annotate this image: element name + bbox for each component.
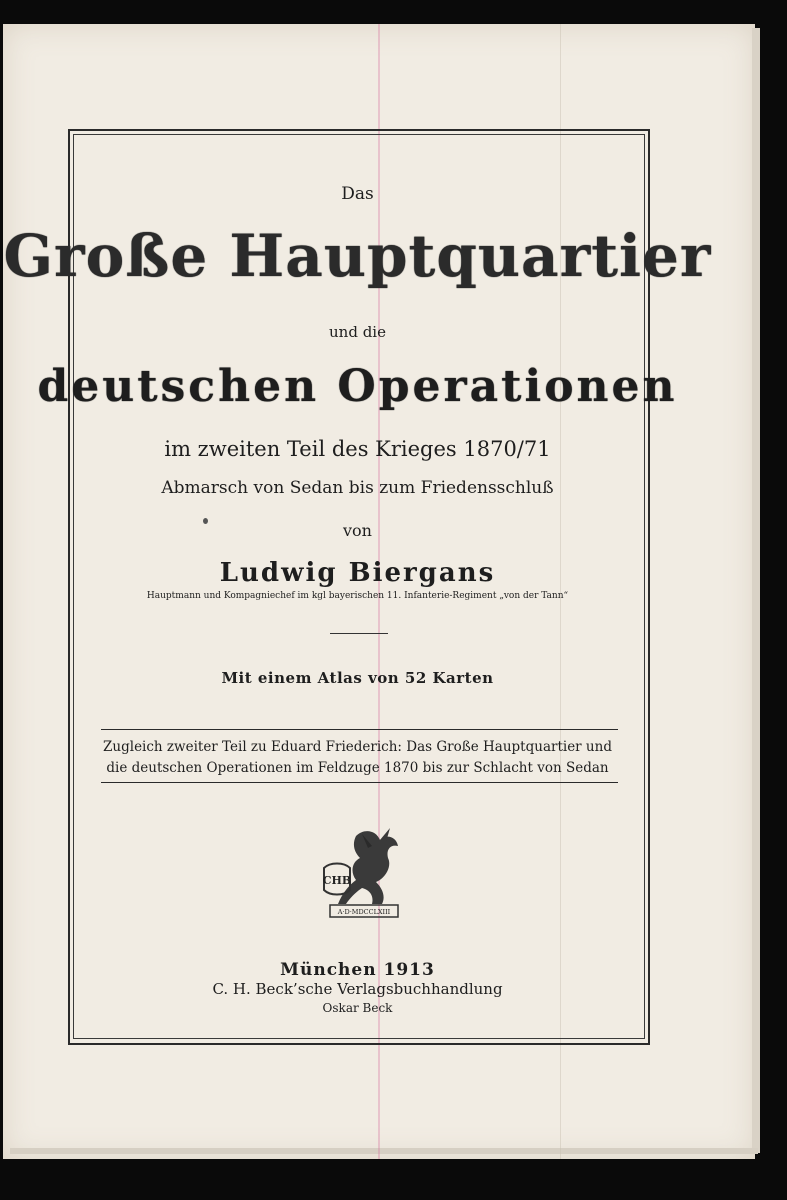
page-edge-bottom bbox=[10, 1148, 758, 1154]
atlas-note: Mit einem Atlas von 52 Karten bbox=[221, 669, 494, 687]
imprint-owner: Oskar Beck bbox=[322, 1001, 393, 1015]
subtitle-2: Abmarsch von Sedan bis zum Friedensschluß bbox=[161, 478, 554, 498]
note-box-top-rule bbox=[101, 729, 618, 730]
author-name: Ludwig Biergans bbox=[219, 558, 496, 588]
title-das: Das bbox=[341, 184, 374, 204]
publisher-griffin-logo-icon bbox=[316, 826, 408, 922]
note-line-1: Zugleich zweiter Teil zu Eduard Friederich: Das Große Hauptquartier und bbox=[103, 739, 612, 755]
title-line-1: Große Hauptquartier bbox=[3, 222, 712, 290]
logo-year: A·D·MDCCLXIII bbox=[337, 908, 391, 916]
imprint-publisher: C. H. Beck’sche Verlagsbuchhandlung bbox=[212, 980, 503, 998]
logo-initials: CHB bbox=[322, 874, 352, 887]
title-line-2: deutschen Operationen bbox=[37, 361, 678, 412]
note-box-bottom-rule bbox=[101, 782, 618, 783]
note-line-2: die deutschen Operationen im Feldzuge 1870 bis zur Schlacht von Sedan bbox=[106, 760, 609, 776]
imprint-city-year: München 1913 bbox=[280, 960, 435, 980]
author-rank: Hauptmann und Kompagniechef im kgl bayerischen 11. Infanterie-Regiment „von der Tann“ bbox=[146, 591, 569, 601]
title-und-die: und die bbox=[329, 323, 386, 341]
divider-rule bbox=[330, 633, 388, 634]
by-word: von bbox=[343, 521, 372, 540]
page-edge-right bbox=[752, 28, 760, 1153]
subtitle-1: im zweiten Teil des Krieges 1870/71 bbox=[164, 437, 551, 461]
